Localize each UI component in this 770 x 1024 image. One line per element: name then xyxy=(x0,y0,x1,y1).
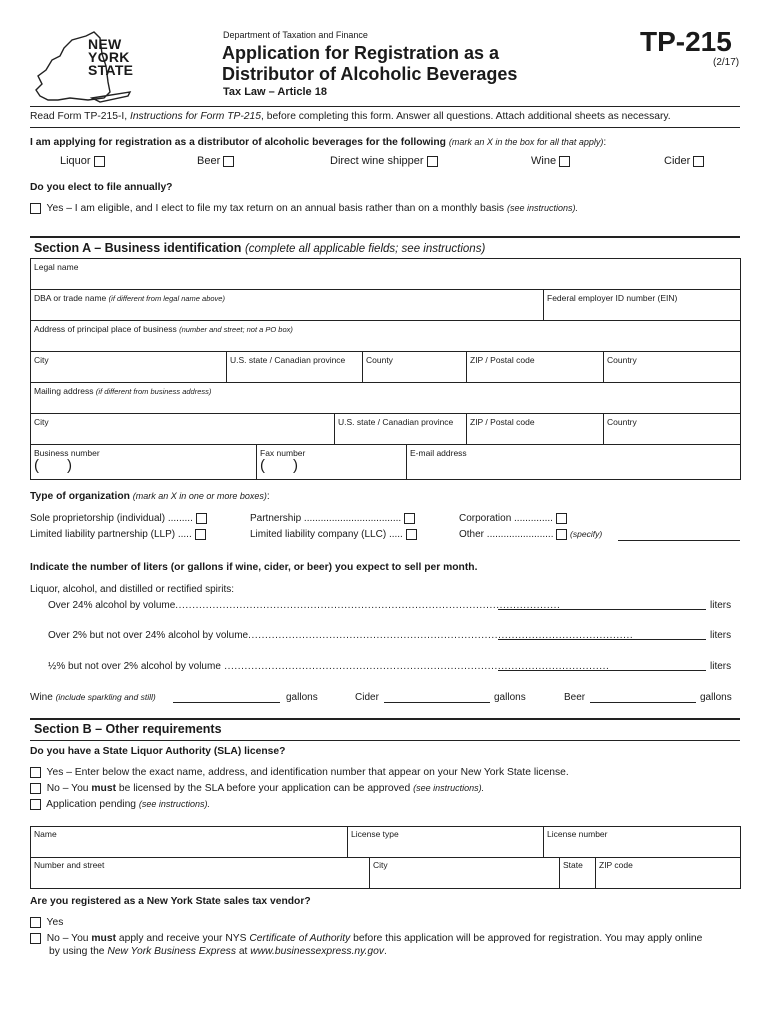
annual-question: Do you elect to file annually? xyxy=(30,182,173,193)
section-b-divider xyxy=(30,718,740,720)
org-other[interactable]: Other ........................ (specify) xyxy=(459,529,603,541)
mailing-country-field[interactable]: Country xyxy=(607,417,637,427)
license-type-field[interactable]: License type xyxy=(351,829,399,839)
llp-checkbox[interactable] xyxy=(195,529,206,540)
org-sole-proprietorship[interactable]: Sole proprietorship (individual) ......... xyxy=(30,513,207,524)
half-percent-input[interactable] xyxy=(498,670,706,671)
over-24-unit: liters xyxy=(710,600,732,611)
state-wordmark: NEW YORK STATE xyxy=(88,36,134,78)
other-checkbox[interactable] xyxy=(556,529,567,540)
beer-gallons-input[interactable] xyxy=(590,702,696,703)
tax-law-subtitle: Tax Law – Article 18 xyxy=(223,86,327,98)
option-direct-wine-shipper[interactable]: Direct wine shipper xyxy=(330,155,438,167)
over-24-input[interactable] xyxy=(498,609,706,610)
sla-pending-option[interactable]: Application pending (see instructions). xyxy=(30,799,210,810)
corporation-checkbox[interactable] xyxy=(556,513,567,524)
vendor-no-checkbox[interactable] xyxy=(30,933,41,944)
applying-statement: I am applying for registration as a distributor of alcoholic beverages for the following (mark an X in the box for all that apply): xyxy=(30,137,607,148)
sla-no-checkbox[interactable] xyxy=(30,783,41,794)
vendor-no-option[interactable]: No – You must apply and receive your NYS Certificate of Authority before this application will be approved for registration. You may apply online xyxy=(30,933,702,944)
org-type-heading: Type of organization (mark an X in one or more boxes): xyxy=(30,491,270,502)
department-name: Department of Taxation and Finance xyxy=(223,30,368,40)
header-divider xyxy=(30,106,740,107)
mailing-address-field[interactable]: Mailing address (if different from business address) xyxy=(34,386,212,396)
vendor-yes-checkbox[interactable] xyxy=(30,917,41,928)
direct-wine-shipper-checkbox[interactable] xyxy=(427,156,438,167)
sla-yes-checkbox[interactable] xyxy=(30,767,41,778)
fax-number-field[interactable]: Fax number xyxy=(260,448,306,458)
sla-question: Do you have a State Liquor Authority (SLA) license? xyxy=(30,746,286,757)
llc-checkbox[interactable] xyxy=(406,529,417,540)
spirits-label: Liquor, alcohol, and distilled or rectified spirits: xyxy=(30,584,234,595)
annual-checkbox[interactable] xyxy=(30,203,41,214)
license-name-field[interactable]: Name xyxy=(34,829,57,839)
license-number-field[interactable]: License number xyxy=(547,829,608,839)
business-area-code: ( ) xyxy=(34,457,72,474)
over-2-unit: liters xyxy=(710,630,732,641)
section-a-divider xyxy=(30,236,740,238)
county-field[interactable]: County xyxy=(366,355,393,365)
wine-label: Wine (include sparkling and still) xyxy=(30,692,156,703)
annual-option[interactable]: Yes – I am eligible, and I elect to file my tax return on an annual basis rather than on a monthly basis (see instructions). xyxy=(30,203,578,214)
intro-divider xyxy=(30,127,740,128)
liters-heading: Indicate the number of liters (or gallons if wine, cider, or beer) you expect to sell per month. xyxy=(30,562,478,573)
liquor-checkbox[interactable] xyxy=(94,156,105,167)
over-24-row: Over 24% alcohol by volume.................................................................................................................. xyxy=(48,600,561,611)
section-a-title: Section A – Business identification (complete all applicable fields; see instructions) xyxy=(34,241,486,255)
legal-name-field[interactable]: Legal name xyxy=(34,262,79,272)
license-city-field[interactable]: City xyxy=(373,860,388,870)
email-field[interactable]: E-mail address xyxy=(410,448,467,458)
zip-field[interactable]: ZIP / Postal code xyxy=(470,355,535,365)
option-wine[interactable]: Wine xyxy=(531,155,570,167)
partnership-checkbox[interactable] xyxy=(404,513,415,524)
cider-label: Cider xyxy=(355,692,379,703)
license-state-field[interactable]: State xyxy=(563,860,583,870)
instructions-note: Read Form TP-215-I, Instructions for Form TP-215, before completing this form. Answer all questions. Attach additional sheets as necessary. xyxy=(30,111,671,122)
wine-checkbox[interactable] xyxy=(559,156,570,167)
option-beer[interactable]: Beer xyxy=(197,155,234,167)
cider-checkbox[interactable] xyxy=(693,156,704,167)
section-b-title: Section B – Other requirements xyxy=(34,722,222,736)
revision-date: (2/17) xyxy=(713,57,740,68)
org-partnership[interactable]: Partnership ................................... xyxy=(250,513,415,524)
wine-gallons-input[interactable] xyxy=(173,702,280,703)
mailing-city-field[interactable]: City xyxy=(34,417,49,427)
over-2-row: Over 2% but not over 24% alcohol by volume.................................................................................................................. xyxy=(48,630,634,641)
vendor-yes-option[interactable]: Yes xyxy=(30,917,63,928)
beer-label: Beer xyxy=(564,692,586,703)
over-2-input[interactable] xyxy=(498,639,706,640)
business-express-link[interactable]: www.businessexpress.ny.gov xyxy=(250,946,385,957)
org-llc[interactable]: Limited liability company (LLC) ..... xyxy=(250,529,417,540)
vendor-no-line2: by using the New York Business Express at www.businessexpress.ny.gov. xyxy=(49,946,387,957)
mailing-state-field[interactable]: U.S. state / Canadian province xyxy=(338,417,454,427)
mailing-zip-field[interactable]: ZIP / Postal code xyxy=(470,417,535,427)
half-percent-unit: liters xyxy=(710,661,732,672)
fax-area-code: ( ) xyxy=(260,457,298,474)
sla-no-option[interactable]: No – You must be licensed by the SLA before your application can be approved (see instructions). xyxy=(30,783,484,794)
business-id-table xyxy=(30,258,741,480)
ein-field[interactable]: Federal employer ID number (EIN) xyxy=(547,293,678,303)
license-zip-field[interactable]: ZIP code xyxy=(599,860,633,870)
org-llp[interactable]: Limited liability partnership (LLP) ..... xyxy=(30,529,206,540)
form-title: Application for Registration as a Distributor of Alcoholic Beverages xyxy=(222,43,518,84)
business-number-field[interactable]: Business number xyxy=(34,448,100,458)
country-field[interactable]: Country xyxy=(607,355,637,365)
dba-field[interactable]: DBA or trade name (if different from legal name above) xyxy=(34,293,225,303)
other-specify-line[interactable] xyxy=(618,540,740,541)
option-cider[interactable]: Cider xyxy=(664,155,704,167)
beer-checkbox[interactable] xyxy=(223,156,234,167)
wine-gallons-unit: gallons xyxy=(286,692,318,703)
sole-proprietorship-checkbox[interactable] xyxy=(196,513,207,524)
sla-yes-option[interactable]: Yes – Enter below the exact name, address, and identification number that appear on your New York State license. xyxy=(30,767,569,778)
city-field[interactable]: City xyxy=(34,355,49,365)
half-percent-row: ½% but not over 2% alcohol by volume .................................................................................................................. xyxy=(48,661,610,672)
sla-pending-checkbox[interactable] xyxy=(30,799,41,810)
cider-gallons-input[interactable] xyxy=(384,702,490,703)
license-street-field[interactable]: Number and street xyxy=(34,860,105,870)
state-field[interactable]: U.S. state / Canadian province xyxy=(230,355,346,365)
vendor-question: Are you registered as a New York State sales tax vendor? xyxy=(30,896,311,907)
org-corporation[interactable]: Corporation .............. xyxy=(459,513,567,524)
principal-address-field[interactable]: Address of principal place of business (number and street; not a PO box) xyxy=(34,324,293,334)
option-liquor[interactable]: Liquor xyxy=(60,155,105,167)
beer-gallons-unit: gallons xyxy=(700,692,732,703)
cider-gallons-unit: gallons xyxy=(494,692,526,703)
form-number: TP-215 xyxy=(640,26,732,57)
